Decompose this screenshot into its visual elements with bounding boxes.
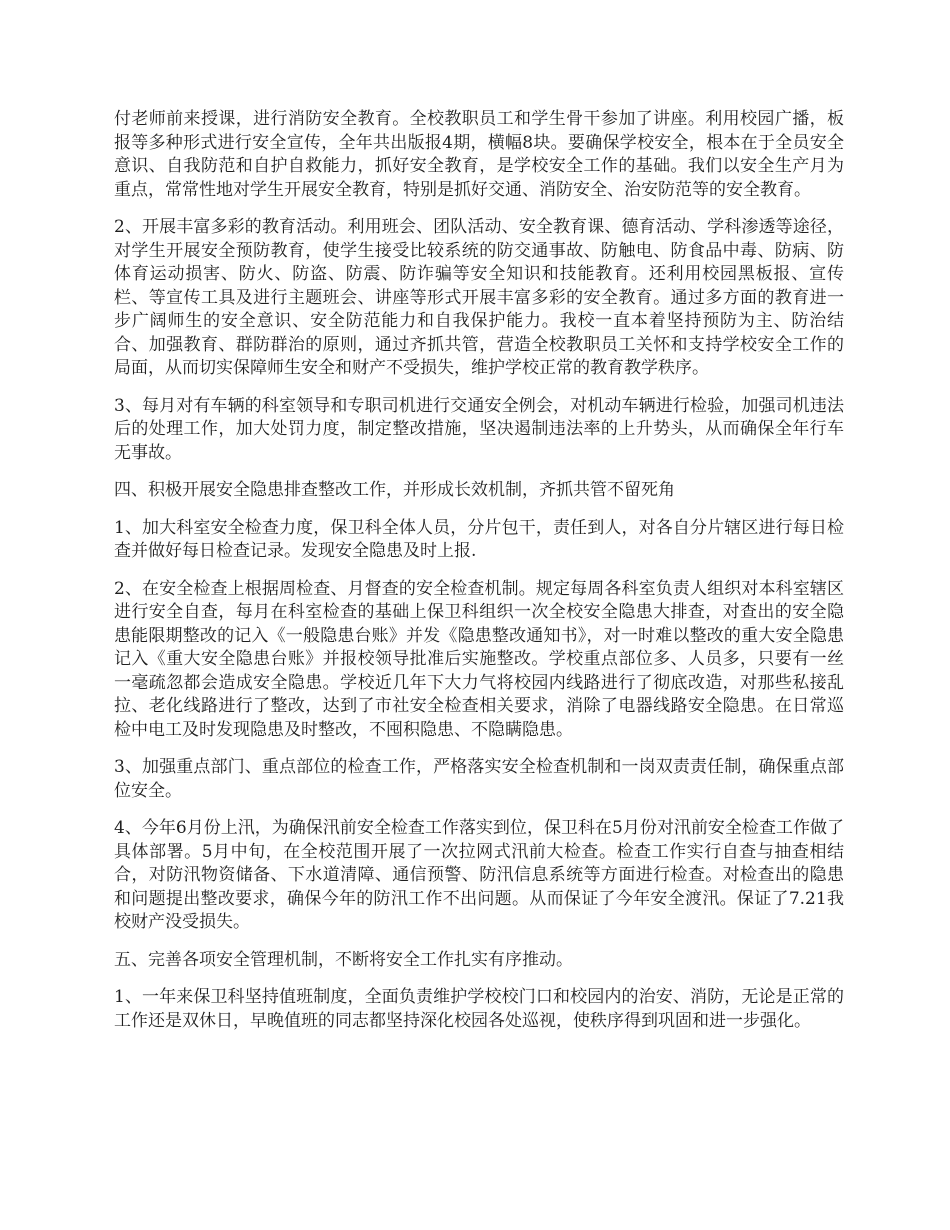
section-heading-hazard-inspection: 四、积极开展安全隐患排查整改工作，并形成长效机制，齐抓共管不留死角 bbox=[114, 480, 675, 500]
paragraph-fire-safety-education: 付老师前来授课，进行消防安全教育。全校教职员工和学生骨干参加了讲座。利用校园广播，板报等多种形式进行安全宣传，全年共出版报4期，横幅8块。要确保学校安全，根本在于全员安全意识、自我防范和自护自救能力，抓好安全教育，是学校安全工作的基础。我们以安全生产月为重点，常常性地对学生开展安全教育，特别是抓好交通、消防安全、治安防范等的安全教育。 bbox=[114, 109, 844, 200]
section-heading-management-mechanism: 五、完善各项安全管理机制，不断将安全工作扎实有序推动。 bbox=[114, 949, 573, 970]
paragraph-flood-prevention: 4、今年6月份上汛，为确保汛前安全检查工作落实到位，保卫科在5月份对汛前安全检查工作做了具体部署。5月中旬，在全校范围开展了一次拉网式汛前大检查。检查工作实行自查与抽查相结合，对防汛物资储备、下水道清障、通信预警、防汛信息系统等方面进行检查。对检查出的隐患和问题提出整改要求，确保今年的防汛工作不出问题。从而保证了今年安全渡汛。保证了7.21我校财产没受损失。 bbox=[114, 818, 844, 932]
paragraph-daily-inspection: 1、加大科室安全检查力度，保卫科全体人员，分片包干，责任到人，对各自分片辖区进行每日检查并做好每日检查记录。发现安全隐患及时上报. bbox=[114, 517, 844, 561]
paragraph-education-activities: 2、开展丰富多彩的教育活动。利用班会、团队活动、安全教育课、德育活动、学科渗透等途径，对学生开展安全预防教育，使学生接受比较系统的防交通事故、防触电、防食品中毒、防病、防体育运动损害、防火、防盗、防震、防诈骗等安全知识和技能教育。还利用校园黑板报、宣传栏、等宣传工具及进行主题班会、讲座等形式开展丰富多彩的安全教育。通过多方面的教育进一步广阔师生的安全意识、安全防范能力和自我保护能力。我校一直本着坚持预防为主、防治结合、加强教育、群防群治的原则，通过齐抓共管，营造全校教职员工关怀和支持学校安全工作的局面，从而切实保障师生安全和财产不受损失，维护学校正常的教育教学秩序。 bbox=[114, 217, 844, 378]
document-body bbox=[114, 108, 844, 1047]
paragraph-key-areas: 3、加强重点部门、重点部位的检查工作，严格落实安全检查机制和一岗双责责任制，确保重点部位安全。 bbox=[114, 757, 844, 801]
paragraph-traffic-safety: 3、每月对有车辆的科室领导和专职司机进行交通安全例会，对机动车辆进行检验，加强司机违法后的处理工作，加大处罚力度，制定整改措施，坚决遏制违法率的上升势头，从而确保全年行车无事故。 bbox=[114, 395, 844, 463]
paragraph-inspection-mechanism: 2、在安全检查上根据周检查、月督查的安全检查机制。规定每周各科室负责人组织对本科室辖区进行安全自查，每月在科室检查的基础上保卫科组织一次全校安全隐患大排查，对查出的安全隐患能限期整改的记入《一般隐患台账》并发《隐患整改通知书》，对一时难以整改的重大安全隐患记入《重大安全隐患台账》并报校领导批准后实施整改。学校重点部位多、人员多，只要有一丝一毫疏忽都会造成安全隐患。学校近几年下大力气将校园内线路进行了彻底改造，对那些私接乱拉、老化线路进行了整改，达到了市社安全检查相关要求，消除了电器线路安全隐患。在日常巡检中电工及时发现隐患及时整改，不囤积隐患、不隐瞒隐患。 bbox=[114, 578, 844, 740]
paragraph-duty-system: 1、一年来保卫科坚持值班制度，全面负责维护学校校门口和校园内的治安、消防，无论是正常的工作还是双休日，早晚值班的同志都坚持深化校园各处巡视，使秩序得到巩固和进一步强化。 bbox=[114, 987, 844, 1031]
